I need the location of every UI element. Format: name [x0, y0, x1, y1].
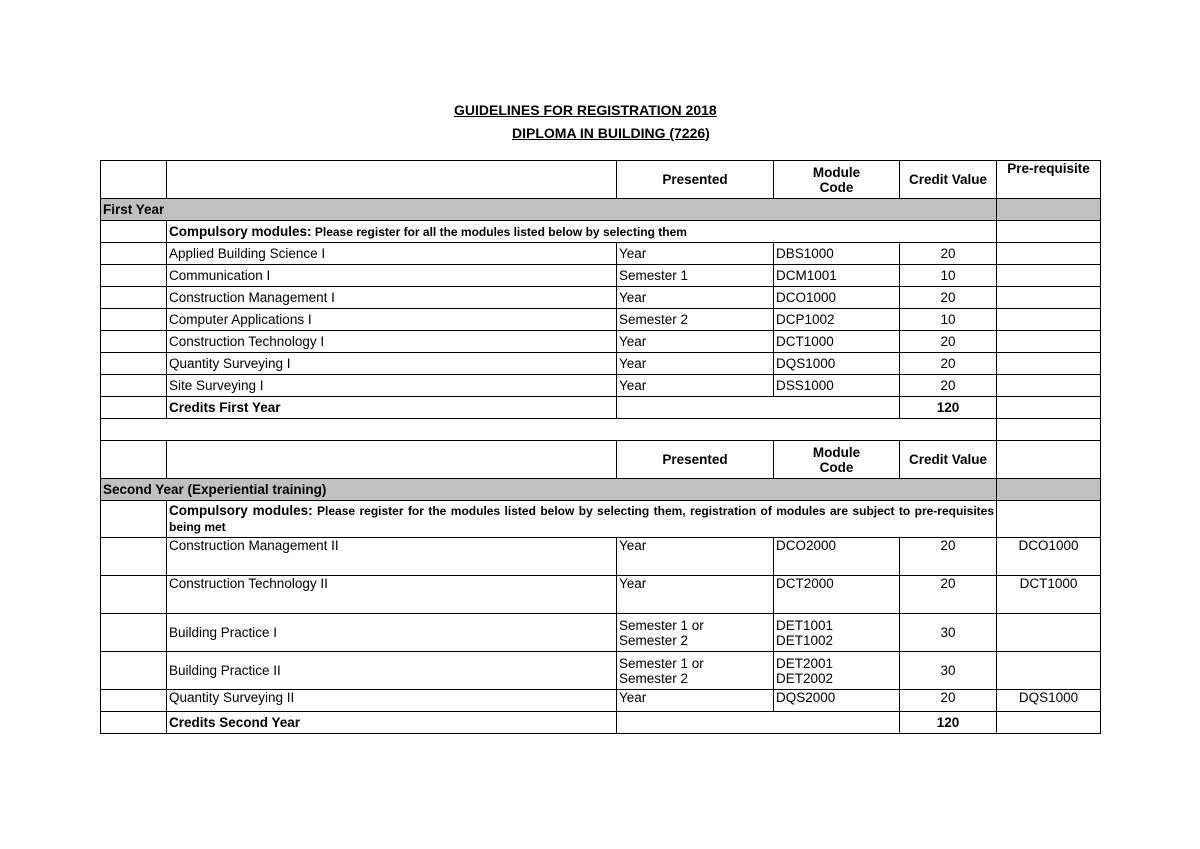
header-module-code: Module Code	[774, 441, 900, 479]
module-credit: 20	[900, 331, 997, 353]
header-row	[101, 441, 1101, 479]
compulsory-note: Compulsory modules: Please register for the modules listed below by selecting them, registration of modules are subject to pre-requisites being met	[167, 501, 997, 538]
compulsory-row	[101, 221, 1101, 243]
module-row	[101, 353, 1101, 375]
header-credit-value: Credit Value	[900, 441, 997, 479]
module-presented: Year	[617, 576, 774, 614]
section-row-second-year	[101, 479, 1101, 501]
module-credit: 20	[900, 538, 997, 576]
credits-total: 120	[900, 397, 997, 419]
module-prerequisite	[997, 652, 1101, 690]
module-presented: Year	[617, 538, 774, 576]
row-spacer-cell	[101, 652, 167, 690]
credits-label: Credits Second Year	[167, 712, 617, 734]
module-name: Construction Technology II	[167, 576, 617, 614]
section-label: First Year	[101, 199, 997, 221]
row-spacer-cell	[101, 576, 167, 614]
header-presented: Presented	[617, 441, 774, 479]
credits-label: Credits First Year	[167, 397, 617, 419]
module-credit: 20	[900, 690, 997, 712]
module-code: DQS2000	[774, 690, 900, 712]
module-code: DQS1000	[774, 353, 900, 375]
module-row	[101, 576, 1101, 614]
module-prerequisite	[997, 265, 1101, 287]
module-presented: Semester 1	[617, 265, 774, 287]
module-credit: 20	[900, 353, 997, 375]
module-code: DET2001 DET2002	[774, 652, 900, 690]
module-prerequisite	[997, 614, 1101, 652]
module-prerequisite: DCT1000	[997, 576, 1101, 614]
module-code: DCO2000	[774, 538, 900, 576]
module-name: Construction Management I	[167, 287, 617, 309]
module-credit: 20	[900, 375, 997, 397]
module-prerequisite	[997, 353, 1101, 375]
module-row	[101, 309, 1101, 331]
module-presented: Year	[617, 375, 774, 397]
module-credit: 20	[900, 287, 997, 309]
registration-table	[100, 160, 1101, 734]
module-row	[101, 331, 1101, 353]
row-spacer-cell	[101, 538, 167, 576]
module-name: Applied Building Science I	[167, 243, 617, 265]
module-row	[101, 287, 1101, 309]
row-spacer-cell	[101, 265, 167, 287]
module-credit: 20	[900, 243, 997, 265]
module-prerequisite	[997, 243, 1101, 265]
module-name: Construction Management II	[167, 538, 617, 576]
header-row	[101, 161, 1101, 199]
header-prerequisite: Pre-requisite	[997, 161, 1101, 199]
module-code: DCO1000	[774, 287, 900, 309]
credits-row-second-year	[101, 712, 1101, 734]
row-spacer-cell	[101, 690, 167, 712]
module-row	[101, 690, 1101, 712]
module-code: DCP1002	[774, 309, 900, 331]
module-name: Communication I	[167, 265, 617, 287]
credits-row-first-year	[101, 397, 1101, 419]
module-name: Building Practice I	[167, 614, 617, 652]
module-credit: 10	[900, 265, 997, 287]
module-prerequisite: DCO1000	[997, 538, 1101, 576]
module-credit: 30	[900, 652, 997, 690]
row-spacer-cell	[101, 614, 167, 652]
row-spacer-cell	[101, 331, 167, 353]
header-module-code: Module Code	[774, 161, 900, 199]
module-code: DSS1000	[774, 375, 900, 397]
compulsory-row	[101, 501, 1101, 538]
row-spacer-cell	[101, 287, 167, 309]
credits-total: 120	[900, 712, 997, 734]
section-label: Second Year (Experiential training)	[101, 479, 997, 501]
module-credit: 10	[900, 309, 997, 331]
module-presented: Year	[617, 690, 774, 712]
module-presented: Year	[617, 243, 774, 265]
module-presented: Semester 1 or Semester 2	[617, 614, 774, 652]
module-name: Quantity Surveying II	[167, 690, 617, 712]
module-presented: Year	[617, 331, 774, 353]
module-prerequisite: DQS1000	[997, 690, 1101, 712]
module-prerequisite	[997, 287, 1101, 309]
row-spacer-cell	[101, 375, 167, 397]
module-row	[101, 538, 1101, 576]
module-code: DBS1000	[774, 243, 900, 265]
module-code: DET1001 DET1002	[774, 614, 900, 652]
module-name: Building Practice II	[167, 652, 617, 690]
module-presented: Year	[617, 287, 774, 309]
module-name: Site Surveying I	[167, 375, 617, 397]
module-presented: Semester 1 or Semester 2	[617, 652, 774, 690]
row-spacer-cell	[101, 309, 167, 331]
module-name: Construction Technology I	[167, 331, 617, 353]
module-credit: 20	[900, 576, 997, 614]
module-code: DCM1001	[774, 265, 900, 287]
module-row	[101, 614, 1101, 652]
module-name: Computer Applications I	[167, 309, 617, 331]
module-code: DCT1000	[774, 331, 900, 353]
compulsory-note: Compulsory modules: Please register for all the modules listed below by selecting them	[167, 221, 997, 243]
section-row-first-year	[101, 199, 1101, 221]
row-spacer-cell	[101, 353, 167, 375]
row-spacer-cell	[101, 243, 167, 265]
module-prerequisite	[997, 309, 1101, 331]
module-presented: Semester 2	[617, 309, 774, 331]
module-row	[101, 375, 1101, 397]
module-row	[101, 243, 1101, 265]
module-name: Quantity Surveying I	[167, 353, 617, 375]
header-presented: Presented	[617, 161, 774, 199]
module-row	[101, 265, 1101, 287]
module-prerequisite	[997, 375, 1101, 397]
module-code: DCT2000	[774, 576, 900, 614]
header-credit-value: Credit Value	[900, 161, 997, 199]
module-row	[101, 652, 1101, 690]
document-title: GUIDELINES FOR REGISTRATION 2018	[454, 102, 717, 118]
module-prerequisite	[997, 331, 1101, 353]
document-subtitle: DIPLOMA IN BUILDING (7226)	[512, 125, 710, 141]
module-presented: Year	[617, 353, 774, 375]
module-credit: 30	[900, 614, 997, 652]
spacer-row	[101, 419, 1101, 441]
